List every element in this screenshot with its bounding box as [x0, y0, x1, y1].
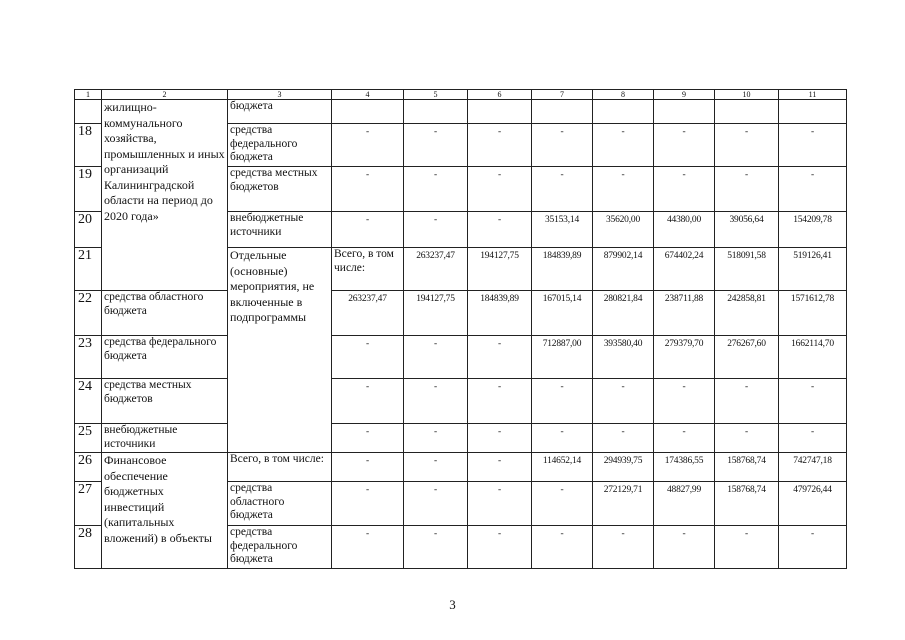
row-number: 24: [75, 379, 102, 424]
value-cell: -: [332, 379, 404, 424]
value-cell: -: [332, 482, 404, 526]
funding-source: Всего, в том числе:: [332, 248, 404, 291]
value-cell: -: [532, 124, 593, 167]
value-cell: 44380,00: [654, 212, 715, 248]
value-cell: 174386,55: [654, 453, 715, 482]
value-cell: 742747,18: [779, 453, 847, 482]
value-cell: 1662114,70: [779, 336, 847, 379]
value-cell: -: [593, 379, 654, 424]
table-row: [75, 379, 847, 424]
row-number: 22: [75, 291, 102, 336]
value-cell: 35620,00: [593, 212, 654, 248]
value-cell: -: [332, 526, 404, 569]
value-cell: 48827,99: [654, 482, 715, 526]
value-cell: -: [404, 124, 468, 167]
value-cell: -: [532, 482, 593, 526]
column-header-row: [75, 90, 847, 100]
value-cell: 263237,47: [332, 291, 404, 336]
funding-source: бюджета: [228, 100, 332, 124]
value-cell: -: [404, 526, 468, 569]
value-cell: -: [404, 336, 468, 379]
value-cell: -: [332, 424, 404, 453]
funding-source: средства местных бюджетов: [228, 167, 332, 212]
row-number: 19: [75, 167, 102, 212]
page-number: 3: [449, 597, 456, 612]
funding-source: средства федерального бюджета: [102, 336, 228, 379]
table-row: [75, 100, 847, 124]
value-cell: -: [404, 379, 468, 424]
column-header: 3: [228, 90, 332, 100]
row-number: 18: [75, 124, 102, 167]
value-cell: -: [532, 379, 593, 424]
value-cell: -: [654, 424, 715, 453]
table-row: [75, 291, 847, 336]
value-cell: 158768,74: [715, 482, 779, 526]
value-cell: -: [332, 453, 404, 482]
budget-table: [74, 89, 847, 569]
table-row: [75, 336, 847, 379]
value-cell: -: [715, 124, 779, 167]
value-cell: [715, 100, 779, 124]
column-header: 8: [593, 90, 654, 100]
value-cell: 519126,41: [779, 248, 847, 291]
row-number: 28: [75, 526, 102, 569]
value-cell: -: [468, 482, 532, 526]
funding-source: средства местных бюджетов: [102, 379, 228, 424]
program-name-cell: жилищно-коммунального хозяйства, промышленных и иных организаций Калининградской области на период до 2020 года»: [102, 100, 228, 291]
value-cell: -: [715, 424, 779, 453]
value-cell: 184839,89: [532, 248, 593, 291]
row-number: [75, 100, 102, 124]
value-cell: 518091,58: [715, 248, 779, 291]
value-cell: 114652,14: [532, 453, 593, 482]
value-cell: -: [593, 167, 654, 212]
value-cell: 279379,70: [654, 336, 715, 379]
value-cell: 294939,75: [593, 453, 654, 482]
value-cell: 167015,14: [532, 291, 593, 336]
funding-source: средства областного бюджета: [228, 482, 332, 526]
value-cell: -: [404, 167, 468, 212]
value-cell: -: [468, 336, 532, 379]
value-cell: -: [404, 212, 468, 248]
funding-source: средства федерального бюджета: [228, 526, 332, 569]
value-cell: 238711,88: [654, 291, 715, 336]
funding-source: внебюджетные источники: [102, 424, 228, 453]
program-name-cell: Финансовое обеспечение бюджетных инвестиций (капитальных вложений) в объекты: [102, 453, 228, 569]
value-cell: 280821,84: [593, 291, 654, 336]
value-cell: 712887,00: [532, 336, 593, 379]
funding-source: внебюджетные источники: [228, 212, 332, 248]
value-cell: -: [468, 379, 532, 424]
value-cell: -: [332, 212, 404, 248]
row-number: 21: [75, 248, 102, 291]
value-cell: -: [779, 379, 847, 424]
value-cell: [779, 100, 847, 124]
value-cell: [332, 100, 404, 124]
value-cell: -: [332, 124, 404, 167]
column-header: 5: [404, 90, 468, 100]
table-row: [75, 453, 847, 482]
value-cell: -: [468, 424, 532, 453]
value-cell: -: [593, 526, 654, 569]
column-header: 7: [532, 90, 593, 100]
value-cell: -: [715, 379, 779, 424]
value-cell: -: [654, 379, 715, 424]
row-number: 23: [75, 336, 102, 379]
row-number: 25: [75, 424, 102, 453]
value-cell: 479726,44: [779, 482, 847, 526]
value-cell: -: [593, 424, 654, 453]
value-cell: 393580,40: [593, 336, 654, 379]
program-name-cell: Отдельные (основные) мероприятия, не включенные в подпрограммы: [228, 248, 332, 453]
value-cell: -: [404, 453, 468, 482]
value-cell: 194127,75: [468, 248, 532, 291]
value-cell: -: [654, 167, 715, 212]
column-header: 4: [332, 90, 404, 100]
value-cell: 242858,81: [715, 291, 779, 336]
funding-source: средства федерального бюджета: [228, 124, 332, 167]
value-cell: -: [715, 526, 779, 569]
value-cell: 184839,89: [468, 291, 532, 336]
value-cell: -: [715, 167, 779, 212]
value-cell: 154209,78: [779, 212, 847, 248]
value-cell: -: [468, 526, 532, 569]
value-cell: [654, 100, 715, 124]
value-cell: 272129,71: [593, 482, 654, 526]
value-cell: 39056,64: [715, 212, 779, 248]
value-cell: -: [654, 124, 715, 167]
value-cell: [593, 100, 654, 124]
value-cell: -: [468, 453, 532, 482]
value-cell: 1571612,78: [779, 291, 847, 336]
column-header: 2: [102, 90, 228, 100]
funding-source: средства областного бюджета: [102, 291, 228, 336]
value-cell: 35153,14: [532, 212, 593, 248]
value-cell: -: [404, 482, 468, 526]
value-cell: 194127,75: [404, 291, 468, 336]
value-cell: 158768,74: [715, 453, 779, 482]
value-cell: -: [779, 424, 847, 453]
row-number: 27: [75, 482, 102, 526]
value-cell: 674402,24: [654, 248, 715, 291]
value-cell: -: [593, 124, 654, 167]
value-cell: [468, 100, 532, 124]
value-cell: -: [468, 212, 532, 248]
table-row: [75, 424, 847, 453]
value-cell: -: [404, 424, 468, 453]
column-header: 6: [468, 90, 532, 100]
value-cell: -: [332, 336, 404, 379]
column-header: 9: [654, 90, 715, 100]
value-cell: -: [779, 526, 847, 569]
value-cell: -: [532, 167, 593, 212]
value-cell: -: [332, 167, 404, 212]
value-cell: -: [532, 526, 593, 569]
column-header: 10: [715, 90, 779, 100]
value-cell: 263237,47: [404, 248, 468, 291]
row-number: 26: [75, 453, 102, 482]
value-cell: [532, 100, 593, 124]
value-cell: -: [779, 167, 847, 212]
value-cell: -: [779, 124, 847, 167]
value-cell: -: [532, 424, 593, 453]
funding-source: Всего, в том числе:: [228, 453, 332, 482]
column-header: 11: [779, 90, 847, 100]
value-cell: [404, 100, 468, 124]
column-header: 1: [75, 90, 102, 100]
value-cell: -: [468, 167, 532, 212]
value-cell: -: [654, 526, 715, 569]
value-cell: -: [468, 124, 532, 167]
row-number: 20: [75, 212, 102, 248]
value-cell: 276267,60: [715, 336, 779, 379]
value-cell: 879902,14: [593, 248, 654, 291]
